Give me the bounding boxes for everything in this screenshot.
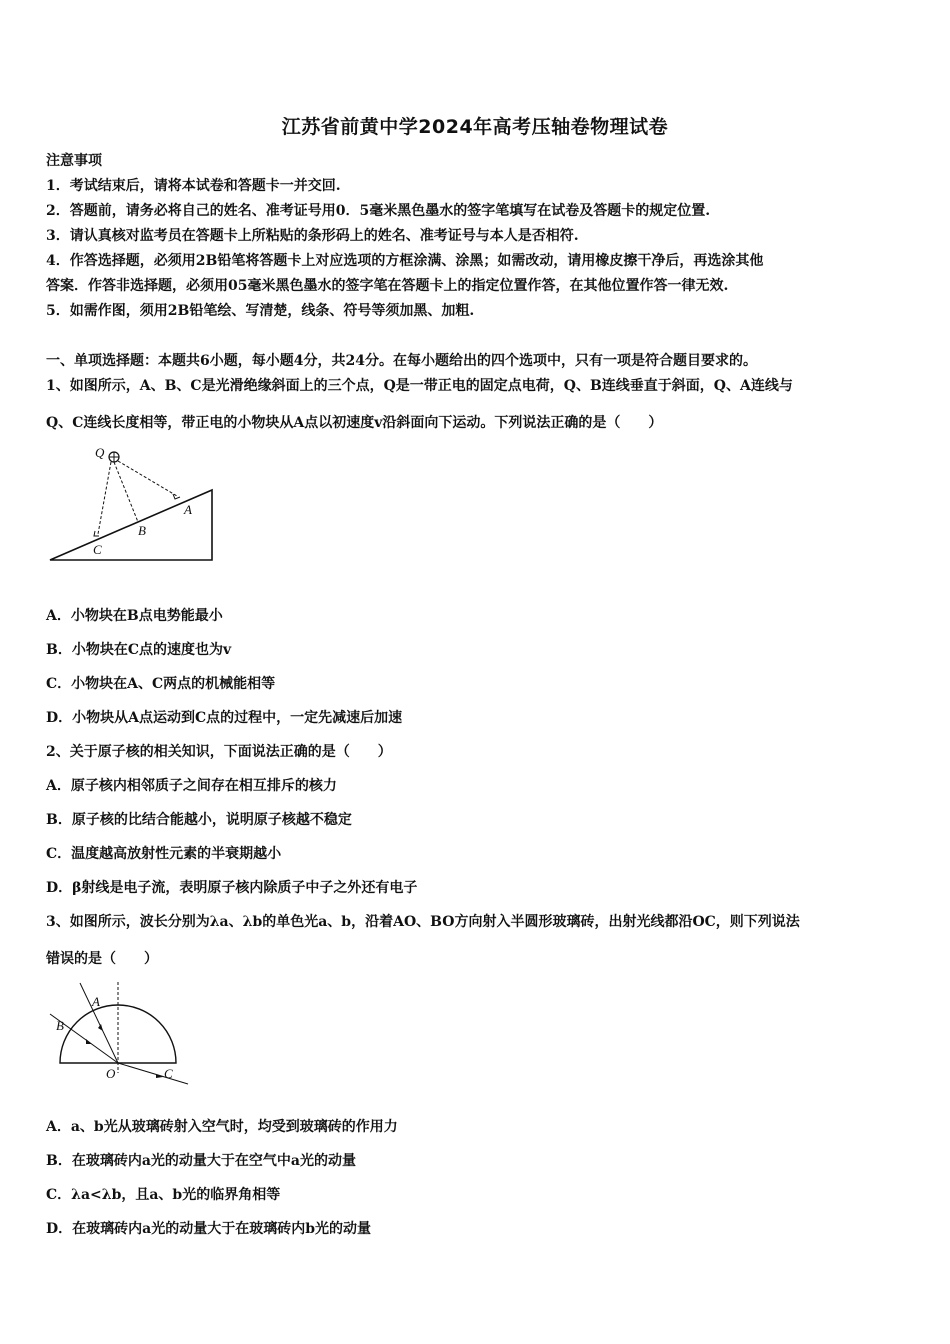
q3-option-c: C．λa<λb，且a、b光的临界角相等 xyxy=(46,1187,281,1203)
q3-glass-figure xyxy=(46,978,196,1090)
q3-option-a: A．a、b光从玻璃砖射入空气时，均受到玻璃砖的作用力 xyxy=(46,1119,398,1135)
notice-item-2: 2．答题前，请务必将自己的姓名、准考证号用0．5毫米黑色墨水的签字笔填写在试卷及答题卡的规定位置. xyxy=(46,203,711,219)
q2-stem: 2、关于原子核的相关知识，下面说法正确的是（ ） xyxy=(46,744,392,760)
q2-option-c: C．温度越高放射性元素的半衰期越小 xyxy=(46,846,282,862)
notice-item-5: 5．如需作图，须用2B铅笔绘、写清楚，线条、符号等须加黑、加粗. xyxy=(46,303,475,319)
q1-option-a: A．小物块在B点电势能最小 xyxy=(46,608,223,624)
q1-option-d: D．小物块从A点运动到C点的过程中，一定先减速后加速 xyxy=(46,710,403,726)
q3-option-d: D．在玻璃砖内a光的动量大于在玻璃砖内b光的动量 xyxy=(46,1221,371,1237)
q3-label-o: O xyxy=(106,1066,116,1081)
q1-incline-figure xyxy=(46,440,221,568)
q3-option-b: B．在玻璃砖内a光的动量大于在空气中a光的动量 xyxy=(46,1153,356,1169)
page-title: 江苏省前黄中学2024年高考压轴卷物理试卷 xyxy=(281,116,669,138)
notice-item-3: 3．请认真核对监考员在答题卡上所粘贴的条形码上的姓名、准考证号与本人是否相符. xyxy=(46,228,579,244)
q3-label-c: C xyxy=(164,1066,173,1081)
q1-stem-line2: Q、C连线长度相等，带正电的小物块从A点以初速度v沿斜面向下运动。下列说法正确的是（ ） xyxy=(46,415,663,431)
q3-label-a: A xyxy=(92,994,100,1009)
section-heading: 一、单项选择题：本题共6小题，每小题4分，共24分。在每小题给出的四个选项中，只有一项是符合题目要求的。 xyxy=(46,353,757,369)
notice-item-1: 1．考试结束后，请将本试卷和答题卡一并交回. xyxy=(46,178,341,194)
q1-label-q: Q xyxy=(95,445,105,460)
q2-option-d: D．β射线是电子流，表明原子核内除质子中子之外还有电子 xyxy=(46,880,418,896)
q1-label-c: C xyxy=(93,542,102,557)
q2-option-a: A．原子核内相邻质子之间存在相互排斥的核力 xyxy=(46,778,337,794)
notice-item-4: 4．作答选择题，必须用2B铅笔将答题卡上对应选项的方框涂满、涂黑；如需改动，请用橡皮擦干净后，再选涂其他 xyxy=(46,253,764,269)
q3-stem-line2: 错误的是（ ） xyxy=(46,951,158,967)
q3-label-b: B xyxy=(56,1018,64,1033)
q1-label-b: B xyxy=(138,523,146,538)
q1-stem-line1: 1、如图所示，A、B、C是光滑绝缘斜面上的三个点，Q是一带正电的固定点电荷，Q、B连线垂直于斜面，Q、A连线与 xyxy=(46,378,793,394)
q1-option-c: C．小物块在A、C两点的机械能相等 xyxy=(46,676,276,692)
q3-stem-line1: 3、如图所示，波长分别为λa、λb的单色光a、b，沿着AO、BO方向射入半圆形玻璃砖，出射光线都沿OC，则下列说法 xyxy=(46,914,800,930)
q1-option-b: B．小物块在C点的速度也为v xyxy=(46,642,232,658)
q1-label-a: A xyxy=(184,502,192,517)
notice-item-4-cont: 答案．作答非选择题，必须用05毫米黑色墨水的签字笔在答题卡上的指定位置作答，在其他位置作答一律无效. xyxy=(46,278,729,294)
q2-option-b: B．原子核的比结合能越小，说明原子核越不稳定 xyxy=(46,812,352,828)
notice-heading: 注意事项 xyxy=(46,153,102,169)
